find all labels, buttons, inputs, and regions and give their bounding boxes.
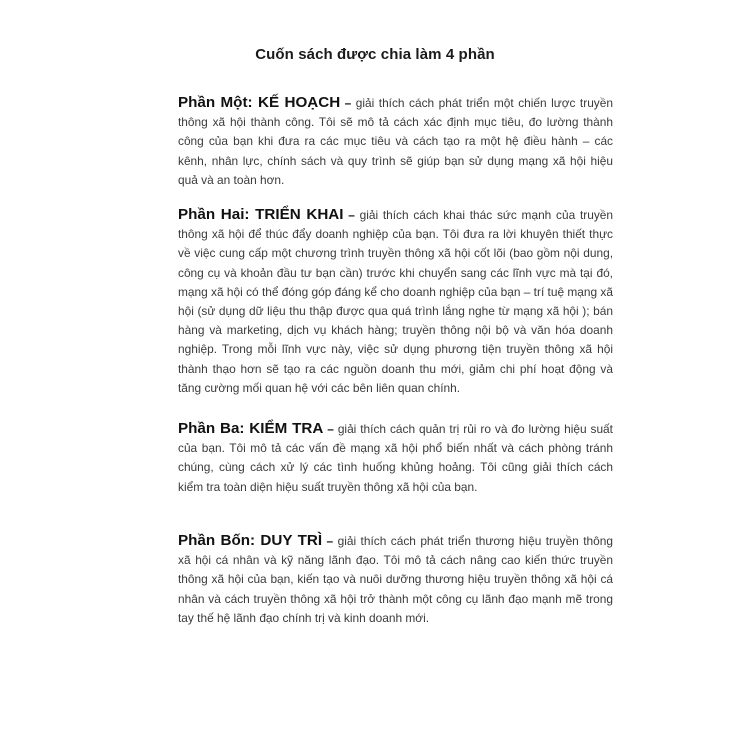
section-part-one [178, 93, 613, 190]
section-heading: Phần Ba: KIỂM TRA [178, 420, 324, 437]
section-heading: Phần Bốn: DUY TRÌ [178, 532, 323, 549]
section-dash: – [343, 208, 360, 222]
section-part-two [178, 205, 613, 398]
section-part-four [178, 531, 613, 628]
section-part-three [178, 419, 613, 497]
section-body: giải thích cách quản trị rủi ro và đo lường hiệu suất của bạn. Tôi mô tả các vấn đề mạng xã hội phổ biến nhất và cách phòng tránh chúng, cùng cách xử lý các tình huống khủng hoảng. Tôi cũng giải thích cách kiểm tra toàn diện hiệu suất truyền thông xã hội của bạn. [178, 422, 613, 494]
page-title: Cuốn sách được chia làm 4 phần [255, 46, 495, 63]
section-body: giải thích cách khai thác sức mạnh của truyền thông xã hội để thúc đẩy doanh nghiệp của bạn. Tôi đưa ra lời khuyên thiết thực về việc cung cấp một chương trình truyền thông xã hội cốt lõi (bao gồm nội dung, công cụ và khoản đầu tư bạn cần) trước khi chuyển sang các lĩnh vực mà tại đó, mạng xã hội có thể đóng góp đáng kể cho doanh nghiệp của bạn – trí tuệ mạng xã hội (sử dụng dữ liệu thu thập được qua quá trình lắng nghe từ mạng xã hội ); bán hàng và marketing, dịch vụ khách hàng; truyền thông nội bộ và văn hóa doanh nghiệp. Trong mỗi lĩnh vực này, việc sử dụng phương tiện truyền thông xã hội thành thạo hơn sẽ tạo ra các nguồn doanh thu mới, giảm chi phí hoạt động và tăng cường mối quan hệ với các bên liên quan chính. [178, 208, 613, 395]
section-body: giải thích cách phát triển thương hiệu truyền thông xã hội cá nhân và kỹ năng lãnh đạo. Tôi mô tả cách nâng cao kiến thức truyền thông xã hội của bạn, kiến tạo và nuôi dưỡng thương hiệu truyền thông xã hội cá nhân và cách truyền thông xã hội trở thành một công cụ lãnh đạo mạnh mẽ trong tay thế hệ lãnh đạo chính trị và kinh doanh mới. [178, 534, 613, 625]
section-heading: Phần Một: KẾ HOẠCH [178, 94, 341, 111]
section-dash: – [322, 534, 338, 548]
section-heading: Phần Hai: TRIỂN KHAI [178, 206, 344, 223]
section-body: giải thích cách phát triển một chiến lược truyền thông xã hội thành công. Tôi sẽ mô tả cách xác định mục tiêu, đo lường thành công của bạn khi đưa ra các mục tiêu và cách tạo ra một hệ điều hành – các kênh, nhân lực, chính sách và quy trình sẽ giúp bạn sử dụng mạng xã hội hiệu quả và an toàn hơn. [178, 96, 613, 187]
section-dash: – [323, 422, 338, 436]
section-dash: – [340, 96, 356, 110]
